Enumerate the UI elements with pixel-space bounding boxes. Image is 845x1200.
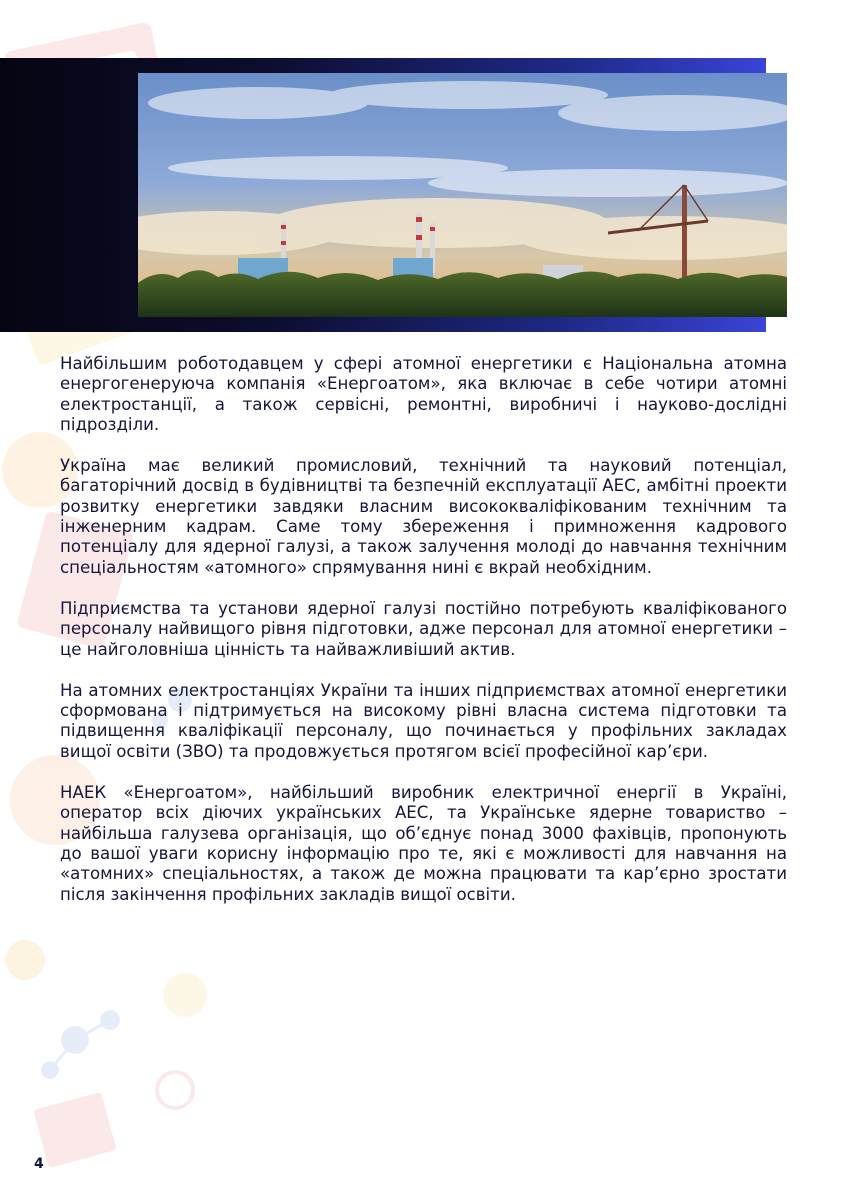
- paragraph-2: Україна має великий промисловий, технічний та науковий потенціал, багаторічний досвід в будівництві та безпечній експлуатації АЕС, амбітні проекти розвитку енергетики завдяки власним висококваліфікованим технічним та інженерним кадрам. Саме тому збереження і примноження кадрового потенціалу для ядерної галузі, а також залучення молоді до навчання технічним спеціальностям «атомного» спрямування нині є вкрай необхідним.: [60, 456, 787, 577]
- paragraph-1: Найбільшим роботодавцем у сфері атомної енергетики є Національна атомна енергогенеруюча компанія «Енергоатом», яка включає в себе чотири атомні електростанції, а також сервісні, ремонтні, виробничі і науково-дослідні підрозділи.: [60, 354, 787, 434]
- body-text: [60, 354, 787, 926]
- page-number: 4: [34, 1156, 44, 1172]
- paragraph-3: Підприємства та установи ядерної галузі постійно потребують кваліфікованого персоналу найвищого рівня підготовки, адже персонал для атомної енергетики – це найголовніша цінність та найважливіший актив.: [60, 598, 787, 659]
- paragraph-4: На атомних електростанціях України та інших підприємствах атомної енергетики сформована і підтримується на високому рівні власна система підготовки та підвищення кваліфікації персоналу, що починається у профільних закладах вищої освіти (ЗВО) та продовжується протягом всієї професійної кар’єри.: [60, 680, 787, 761]
- paragraph-5: НАЕК «Енергоатом», найбільший виробник електричної енергії в Україні, оператор всіх діючих українських АЕС, та Українське ядерне товариство – найбільша галузева організація, що об’єднує понад 3000 фахівців, пропонують до вашої уваги корисну інформацію про те, які є можливості для навчання на «атомних» спеціальностях, а також де можна працювати та кар’єрно зростати після закінчення профільних закладів вищої освіти.: [60, 783, 787, 904]
- nuclear-power-plant-photo: [138, 73, 787, 317]
